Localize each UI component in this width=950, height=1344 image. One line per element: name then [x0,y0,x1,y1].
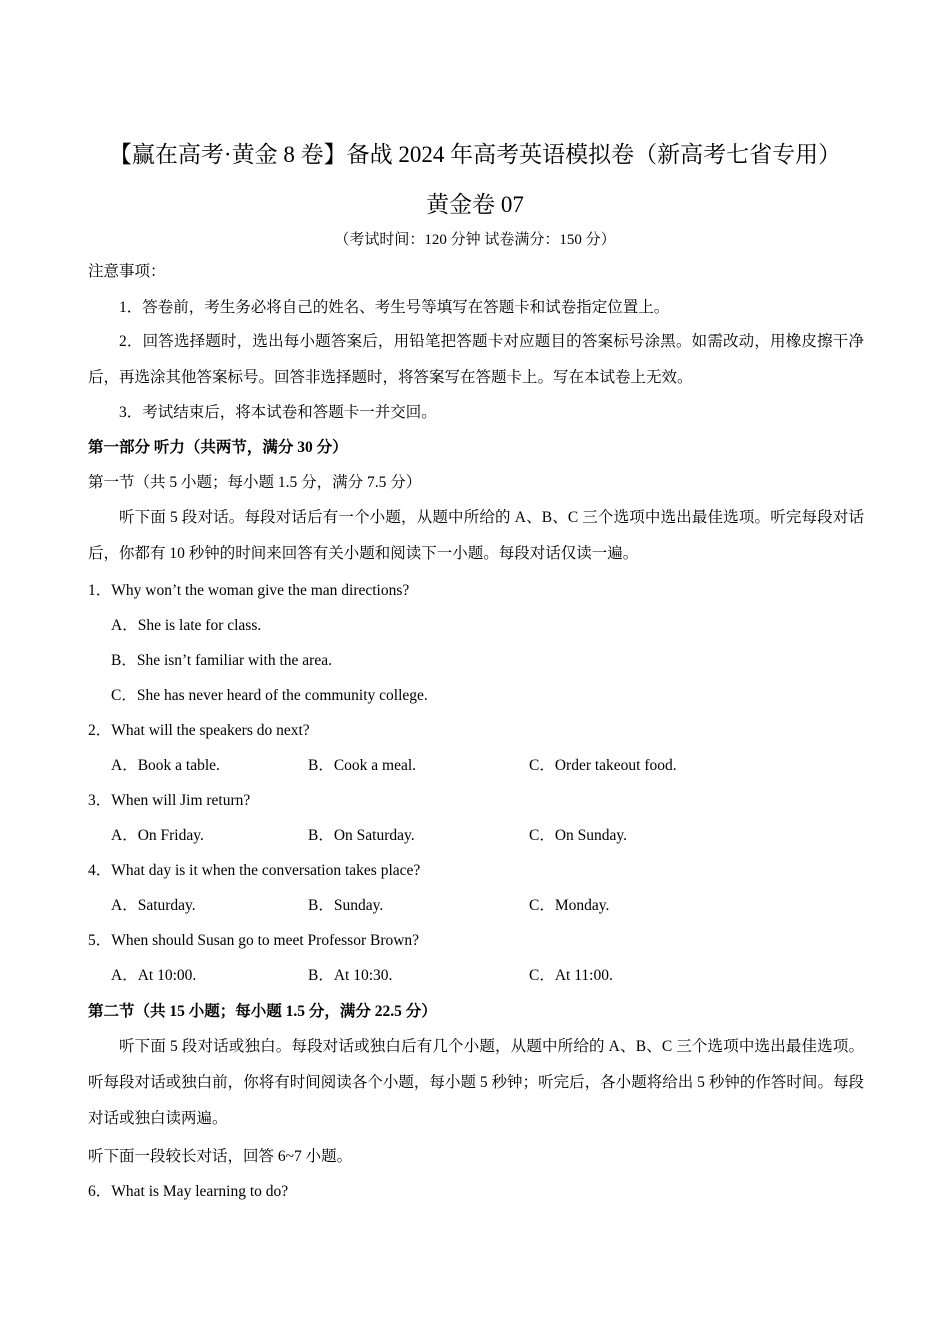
question-stem: 3．When will Jim return? [88,792,251,809]
question-stem: 6．What is May learning to do? [88,1183,289,1200]
question-option: B．On Saturday. [308,827,415,844]
section1-heading: 第一节（共 5 小题；每小题 1.5 分，满分 7.5 分） [88,474,422,491]
question-option: C．Monday. [529,897,610,914]
section2-heading: 第二节（共 15 小题；每小题 1.5 分，满分 22.5 分） [88,1003,437,1020]
section2-instructions: 听下面 5 段对话或独白。每段对话或独白后有几个小题，从题中所给的 A、B、C 三个选项中选出最佳选项。听每段对话或独白前，你将有时间阅读各个小题，每小题 5 秒钟；听完后，各小题将给出 5 秒钟的作答时间。每段对话或独白读两遍。 [88,1038,864,1127]
notice-heading: 注意事项： [88,263,166,280]
question-option: A．On Friday. [111,827,204,844]
question-option: A．Saturday. [111,897,196,914]
notice-item: 2．回答选择题时，选出每小题答案后，用铅笔把答题卡对应题目的答案标号涂黑。如需改动，用橡皮擦干净后，再选涂其他答案标号。回答非选择题时，将答案写在答题卡上。写在本试卷上无效。 [88,333,864,386]
notice-item: 1．答卷前，考生务必将自己的姓名、考生号等填写在答题卡和试卷指定位置上。 [119,299,670,316]
question-option: A．She is late for class. [111,617,262,634]
section2-lead: 听下面一段较长对话，回答 6~7 小题。 [88,1148,353,1165]
question-stem: 1．Why won’t the woman give the man directions? [88,582,410,599]
question-stem: 5．When should Susan go to meet Professor Brown? [88,932,420,949]
question-option: B．She isn’t familiar with the area. [111,652,332,669]
section1-instructions: 听下面 5 段对话。每段对话后有一个小题，从题中所给的 A、B、C 三个选项中选出最佳选项。听完每段对话后，你都有 10 秒钟的时间来回答有关小题和阅读下一小题。每段对话仅读一遍。 [88,509,864,562]
question-option: C．She has never heard of the community college. [111,687,428,704]
question-option: C．At 11:00. [529,967,613,984]
question-option: B．At 10:30. [308,967,393,984]
question-option: C．Order takeout food. [529,757,677,774]
question-option: A．At 10:00. [111,967,197,984]
question-option: B．Cook a meal. [308,757,417,774]
paper-subtitle: 黄金卷 07 [426,192,524,217]
question-stem: 2．What will the speakers do next? [88,722,310,739]
question-option: B．Sunday. [308,897,384,914]
exam-title: 【赢在高考·黄金 8 卷】备战 2024 年高考英语模拟卷（新高考七省专用） [108,142,842,167]
question-option: A．Book a table. [111,757,220,774]
question-stem: 4．What day is it when the conversation takes place? [88,862,421,879]
part1-heading: 第一部分 听力（共两节，满分 30 分） [88,439,348,456]
question-option: C．On Sunday. [529,827,628,844]
exam-info: （考试时间：120 分钟 试卷满分：150 分） [334,232,616,248]
notice-item: 3．考试结束后，将本试卷和答题卡一并交回。 [119,404,437,421]
